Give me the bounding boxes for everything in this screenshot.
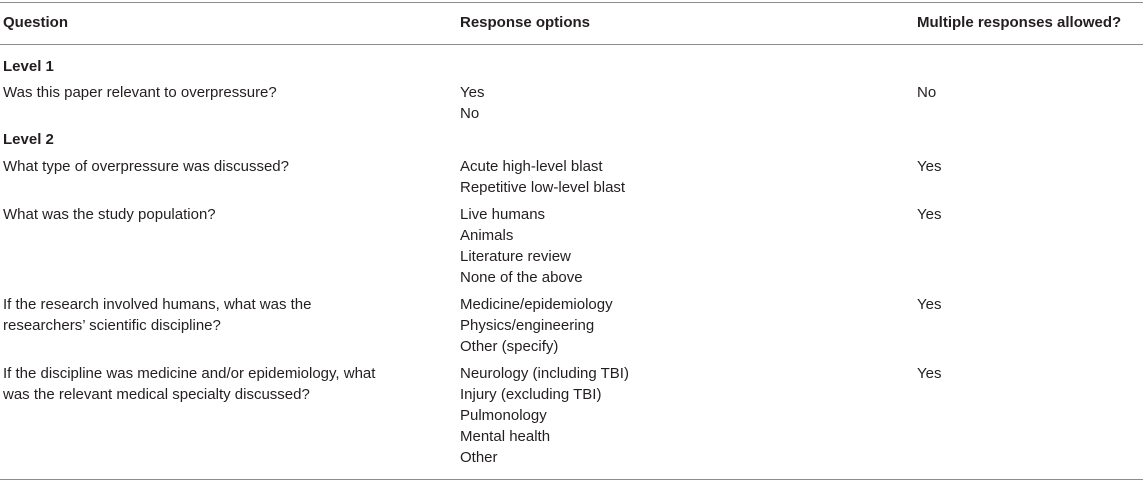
table-row-multiple: Yes: [917, 206, 942, 223]
response-option: Other (specify): [460, 338, 559, 355]
response-option: None of the above: [460, 269, 583, 286]
table-row-options: [460, 82, 484, 124]
response-option: Physics/engineering: [460, 317, 595, 334]
response-option: No: [460, 105, 480, 122]
table-row-options: [460, 204, 583, 288]
response-option: Injury (excluding TBI): [460, 386, 602, 403]
question-line: If the research involved humans, what was the: [3, 296, 312, 313]
question-line: What was the study population?: [3, 206, 216, 223]
table-top-rule: [0, 2, 1143, 3]
question-line: researchers’ scientific discipline?: [3, 317, 221, 334]
header-rule: [0, 44, 1143, 45]
table-row-options: [460, 294, 613, 357]
level-heading: Level 2: [3, 131, 54, 148]
question-line: was the relevant medical specialty discussed?: [3, 386, 310, 403]
response-option: Neurology (including TBI): [460, 365, 629, 382]
response-option: Other: [460, 449, 498, 466]
response-option: Medicine/epidemiology: [460, 296, 613, 313]
table-row-multiple: No: [917, 84, 937, 101]
response-option: Acute high-level blast: [460, 158, 603, 175]
question-line: Was this paper relevant to overpressure?: [3, 84, 277, 101]
response-option: Mental health: [460, 428, 551, 445]
response-option: Literature review: [460, 248, 571, 265]
response-option: Animals: [460, 227, 514, 244]
table-row-question: [3, 363, 375, 405]
response-option: Pulmonology: [460, 407, 547, 424]
level-heading: Level 1: [3, 58, 54, 75]
table-row-question: [3, 294, 312, 336]
header-response-options: Response options: [460, 14, 591, 31]
table-row-question: [3, 204, 216, 225]
table-row-options: [460, 156, 625, 198]
table-row-multiple: Yes: [917, 365, 942, 382]
table-row-question: [3, 156, 289, 177]
table-row-options: [460, 363, 629, 468]
header-multiple-responses: Multiple responses allowed?: [917, 14, 1122, 31]
table-row-multiple: Yes: [917, 158, 942, 175]
question-line: If the discipline was medicine and/or epidemiology, what: [3, 365, 376, 382]
table-bottom-rule: [0, 479, 1143, 480]
question-line: What type of overpressure was discussed?: [3, 158, 289, 175]
table-row-question: [3, 82, 277, 103]
response-option: Yes: [460, 84, 485, 101]
header-question: Question: [3, 14, 69, 31]
response-option: Live humans: [460, 206, 546, 223]
table-row-multiple: Yes: [917, 296, 942, 313]
response-option: Repetitive low-level blast: [460, 179, 626, 196]
